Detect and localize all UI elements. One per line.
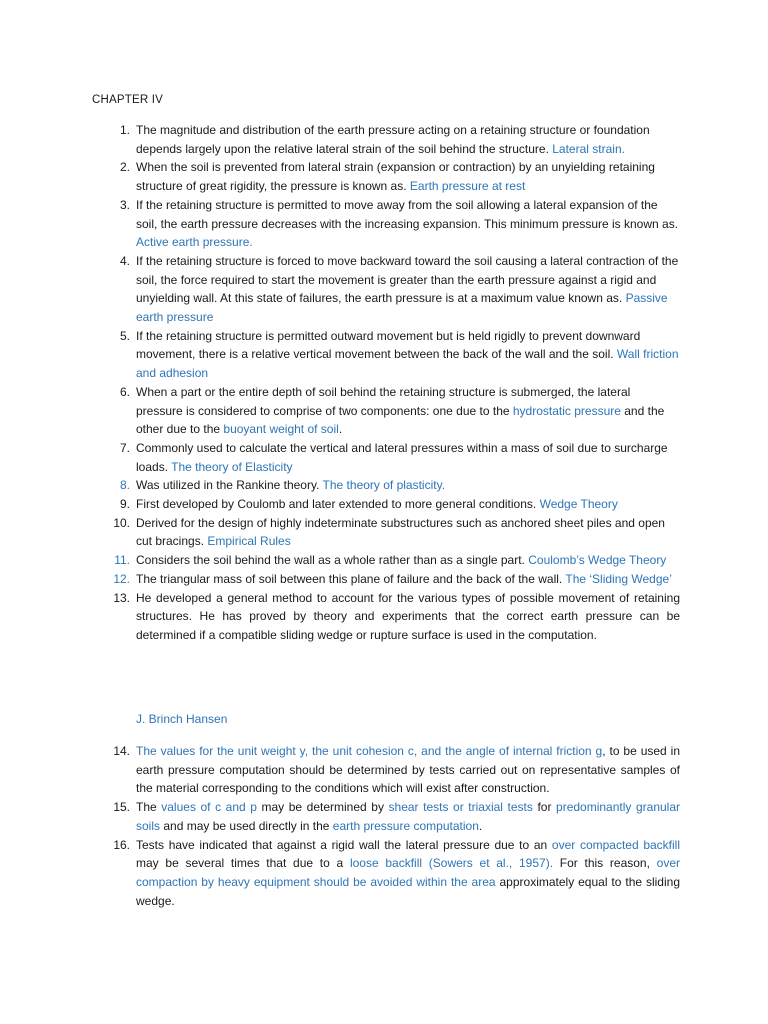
item-number: 3. (119, 197, 130, 212)
highlighted-term: predominantly granular soils (136, 800, 681, 833)
item-text: Considers the soil behind the wall as a whole rather than as a single part. (136, 553, 529, 568)
item-text: If the retaining structure is forced to move backward toward the soil causing a lateral contraction of the soil, the force required to start the movement is greater than the earth pressure against a rigid and unyielding wall. At this state of failures, the earth pressure is at a maximum value known as. (136, 253, 679, 306)
item-text: First developed by Coulomb and later extended to more general conditions. (136, 497, 540, 512)
list-item (108, 476, 680, 495)
highlighted-term: buoyant weight of soil (223, 422, 339, 437)
list-item (108, 158, 680, 195)
item-text: and may be used directly in the (160, 818, 333, 833)
item-number: 6. (119, 384, 130, 399)
highlighted-term: values of c and p (161, 800, 257, 815)
list-item (108, 742, 680, 798)
highlighted-term: Lateral strain. (552, 141, 625, 156)
item-text: approximately equal to the sliding wedge. (136, 874, 680, 908)
highlighted-term: Earth pressure at rest (409, 179, 526, 194)
item-number: 7. (119, 440, 130, 455)
highlighted-term: The values for the unit weight y, the unit cohesion c, and the angle of internal friction g (136, 744, 603, 758)
list-item (108, 252, 680, 327)
list-item (108, 327, 680, 383)
item-text: for (532, 800, 557, 815)
item-text: . (478, 818, 483, 833)
list-item (108, 551, 680, 570)
item-text: Commonly used to calculate the vertical and lateral pressures within a mass of soil due to surcharge loads. (136, 440, 668, 474)
list-item (108, 196, 680, 252)
item-text: For this reason, (553, 856, 657, 871)
list-item (108, 121, 680, 158)
item-text: When a part or the entire depth of soil behind the retaining structure is submerged, the lateral pressure is considered to comprise of two components: one due to the (136, 384, 631, 418)
highlighted-term: The ‘Sliding Wedge’ (565, 571, 672, 586)
item-text: Derived for the design of highly indeterminate substructures such as anchored sheet piles and open cut bracings. (136, 515, 665, 549)
list-item (108, 589, 680, 645)
highlighted-term: Wedge Theory (539, 497, 618, 512)
item-number: 15. (113, 800, 130, 815)
highlighted-term: Passive earth pressure (136, 291, 668, 325)
item-text: . (338, 422, 343, 437)
item-number: 14. (113, 744, 130, 758)
list-item (108, 514, 680, 551)
item-text: The triangular mass of soil between this plane of failure and the back of the wall. (136, 571, 566, 586)
item-text: and the other due to the (136, 403, 665, 437)
item-number: 5. (119, 328, 130, 343)
highlighted-term: shear tests or triaxial tests (388, 800, 533, 815)
item-number: 11. (114, 553, 130, 568)
item-text: When the soil is prevented from lateral strain (expansion or contraction) by an unyielding retaining structure of great rigidity, the pressure is known as. (136, 160, 655, 194)
item-number: 13. (113, 590, 130, 605)
chapter-heading: CHAPTER IV (92, 94, 164, 106)
list-item (108, 383, 680, 439)
item-text: may be several times that due to a (136, 856, 350, 871)
item-text: Tests have indicated that against a rigid wall the lateral pressure due to an (136, 837, 552, 852)
list-item (108, 439, 680, 476)
item-number: 2. (119, 160, 130, 175)
item-number: 10. (113, 515, 130, 530)
numbered-list (108, 121, 680, 645)
highlighted-term: The theory of plasticity. (322, 478, 446, 493)
highlighted-term: Empirical Rules (207, 534, 291, 549)
highlighted-term: Coulomb’s Wedge Theory (528, 553, 667, 568)
list-item (108, 495, 680, 514)
item-number: 1. (119, 123, 130, 137)
item-number: 8. (119, 478, 130, 493)
item-text: may be determined by (256, 800, 389, 815)
item-text: Was utilized in the Rankine theory. (136, 478, 323, 493)
highlighted-term: Active earth pressure. (136, 235, 253, 250)
highlighted-term: hydrostatic pressure (512, 403, 621, 418)
highlighted-term: Wall friction and adhesion (136, 347, 679, 381)
item-text: , to be used in earth pressure computation should be determined by tests carried out on representative samples of the material corresponding to the conditions which will exist after construction. (136, 744, 680, 796)
highlighted-term: The theory of Elasticity (171, 459, 293, 474)
item-number: 4. (119, 253, 130, 268)
highlighted-term: loose backfill (Sowers et al., 1957). (349, 856, 554, 871)
item-text: If the retaining structure is permitted outward movement but is held rigidly to prevent downward movement, there is a relative vertical movement between the back of the wall and the soil. (136, 328, 641, 362)
list-item (108, 798, 680, 835)
item-text: The magnitude and distribution of the earth pressure acting on a retaining structure or foundation depends largely upon the relative lateral strain of the soil behind the structure. (136, 123, 650, 156)
list-item (108, 836, 680, 911)
author-name: J. Brinch Hansen (136, 712, 228, 726)
highlighted-term: over compacted backfill (551, 837, 681, 852)
item-number: 12. (113, 571, 130, 586)
list-item (108, 570, 680, 589)
numbered-list-continued (108, 742, 680, 910)
item-text: If the retaining structure is permitted to move away from the soil allowing a lateral expansion of the soil, the earth pressure decreases with the increasing expansion. This minimum pressure is known as. (136, 197, 679, 231)
item-text: The (136, 800, 162, 815)
item-number: 16. (113, 837, 130, 852)
highlighted-term: over compaction by heavy equipment should be avoided within the area (136, 856, 680, 889)
item-number: 9. (119, 497, 130, 512)
highlighted-term: earth pressure computation (332, 818, 479, 833)
item-text: He developed a general method to account for the various types of possible movement of retaining structures. He has proved by theory and experiments that the correct earth pressure can be determined if a compatible sliding wedge or rupture surface is used in the computation. (136, 590, 680, 642)
